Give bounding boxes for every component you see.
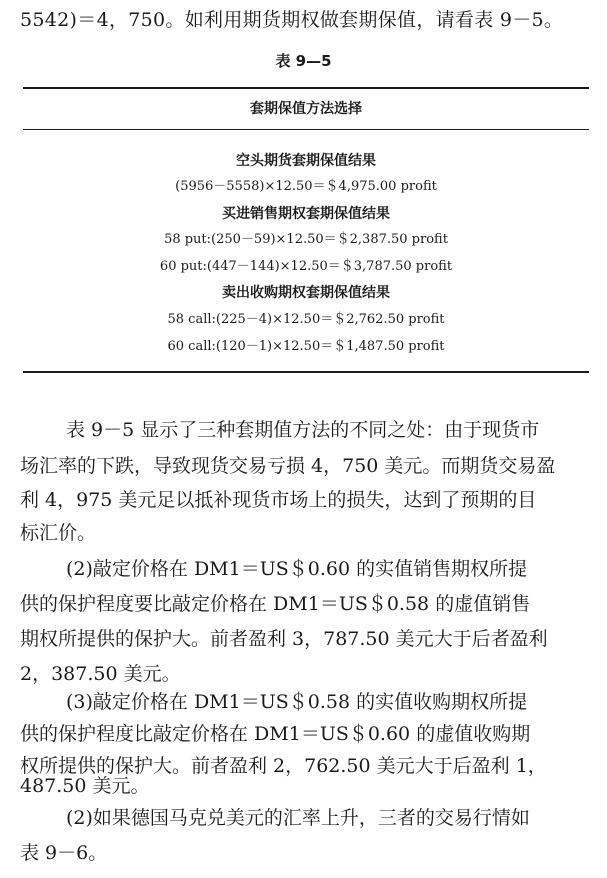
paragraph-line: 表 9－6。 (20, 842, 108, 864)
paragraph-line: 2，387.50 美元。 (20, 663, 181, 685)
table-section-sell-call: 卖出收购期权套期保值结果 (222, 285, 390, 301)
table-row-58-call: 58 call:(225－4)×12.50＝＄2,762.50 profit (167, 312, 445, 327)
table-title: 表 9—5 (275, 52, 332, 70)
table-row-60-put: 60 put:(447－144)×12.50＝＄3,787.50 profit (159, 259, 453, 274)
table-row-58-put: 58 put:(250－59)×12.50＝＄2,387.50 profit (164, 232, 448, 247)
table-section-short-futures: 空头期货套期保值结果 (236, 153, 376, 169)
paragraph-line: 供的保护程度比敲定价格在 DM1＝US＄0.60 的虚值收购期 (20, 723, 531, 745)
table-row-60-call: 60 call:(120－1)×12.50＝＄1,487.50 profit (167, 339, 445, 354)
paragraph-line: (2)如果德国马克兑美元的汇率上升，三者的交易行情如 (66, 807, 530, 829)
paragraph-line: 场汇率的下跌，导致现货交易亏损 4，750 美元。而期货交易盈 (20, 455, 556, 477)
table-row-futures-result: (5956－5558)×12.50＝＄4,975.00 profit (175, 179, 437, 194)
table-section-buy-put: 买进销售期权套期保值结果 (222, 206, 390, 222)
paragraph-line: 供的保护程度要比敲定价格在 DM1＝US＄0.58 的虚值销售 (20, 593, 531, 615)
paragraph-line: 标汇价。 (20, 522, 97, 544)
paragraph-line: 表 9－5 显示了三种套期值方法的不同之处：由于现货市 (66, 419, 540, 441)
paragraph-line: (2)敲定价格在 DM1＝US＄0.60 的实值销售期权所提 (66, 558, 528, 580)
paragraph-line: (3)敲定价格在 DM1＝US＄0.58 的实值收购期权所提 (66, 691, 528, 713)
top-text-line: 5542)＝4，750。如利用期货期权做套期保值，请看表 9－5。 (20, 9, 564, 31)
paragraph-line: 权所提供的保护大。前者盈利 2，762.50 美元大于后盈利 1， (20, 755, 547, 777)
hedging-table (23, 87, 589, 373)
table-header: 套期保值方法选择 (23, 89, 589, 130)
paragraph-line: 利 4，975 美元足以抵补现货市场上的损失，达到了预期的目 (20, 489, 537, 511)
paragraph-line: 487.50 美元。 (20, 775, 150, 797)
paragraph-line: 期权所提供的保护大。前者盈利 3，787.50 美元大于后者盈利 (20, 628, 548, 650)
